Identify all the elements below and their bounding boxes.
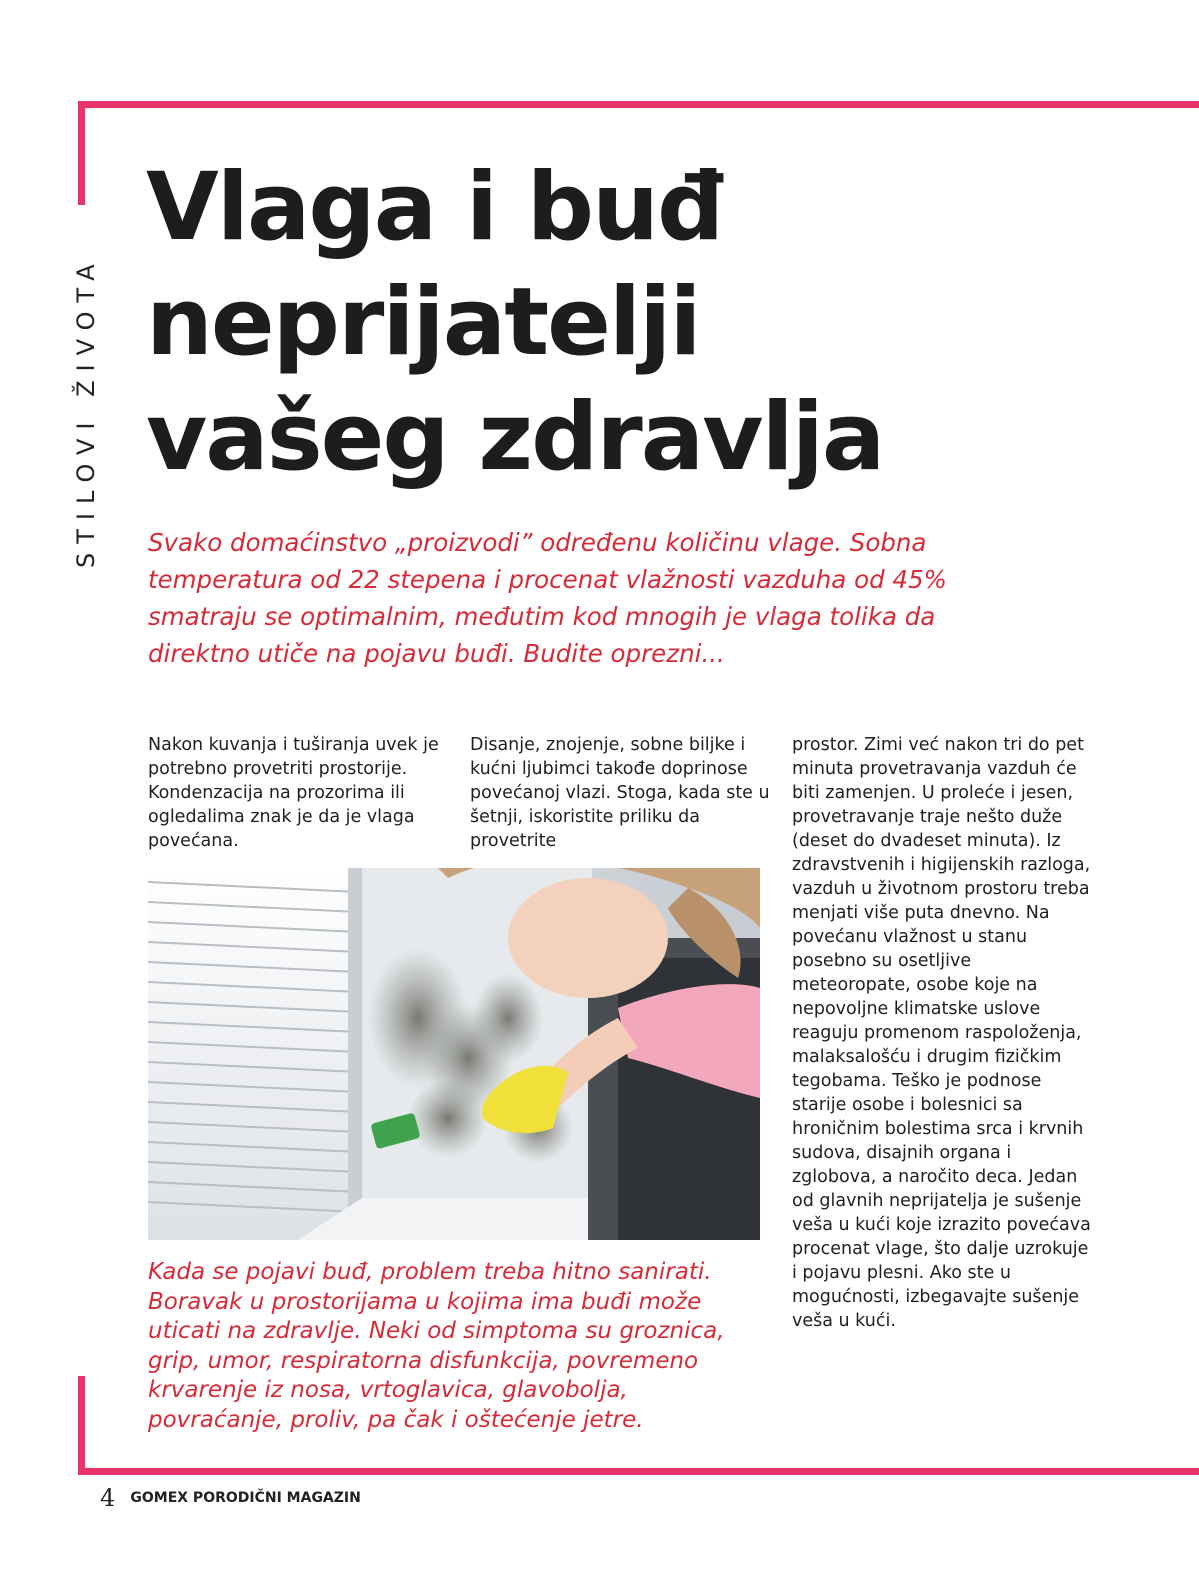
frame-bottom-bar bbox=[78, 1468, 1199, 1475]
frame-left-bar-top bbox=[78, 101, 85, 205]
lead-paragraph: Svako domaćinstvo „proizvodi” određenu količinu vlage. Sobna temperatura od 22 stepena i procenat vlažnosti vazduha od 45% smatraju se optimalnim, međutim kod mnogih je vlaga tolika da direktno utiče na pojavu buđi. Budite oprezni... bbox=[148, 528, 947, 668]
page-number: 4 bbox=[100, 1484, 116, 1512]
title-line-2: neprijatelji bbox=[146, 268, 700, 377]
body-column-2: Disanje, znojenje, sobne biljke i kućni ljubimci takođe doprinose povećanoj vlazi. Stoga, kada ste u šetnji, iskoristite priliku da provetrite bbox=[470, 735, 770, 851]
title-line-1: Vlaga i buđ bbox=[146, 153, 723, 262]
window-blinds bbox=[148, 868, 362, 1240]
title-line-3: vašeg zdravlja bbox=[146, 383, 884, 492]
page-footer bbox=[100, 1484, 361, 1512]
frame-top-bar bbox=[78, 101, 1199, 108]
body-column-1: Nakon kuvanja i tuširanja uvek je potrebno provetriti prostorije. Kondenzacija na prozorima ili ogledalima znak je da je vlaga povećana. bbox=[148, 735, 439, 851]
section-label: STILOVI ŽIVOTA bbox=[72, 255, 100, 568]
article-photo bbox=[148, 868, 760, 1240]
body-column-3: prostor. Zimi već nakon tri do pet minuta provetravanja vazduh će biti zamenjen. U proleće i jesen, provetravanje traje nešto duže (deset do dvadeset minuta). Iz zdravstvenih i higijenskih razloga, vazduh u životnom prostoru treba menjati više puta dnevno. Na povećanu vlažnost u stanu posebno su osetljive meteoropate, osobe koje na nepovoljne klimatske uslove reaguju promenom raspoloženja, malaksalošću i drugim fizičkim tegobama. Teško je podnose starije osobe i bolesnici sa hroničnim bolestima srca i krvnih sudova, disajnih organa i zglobova, a naročito deca. Jedan od glavnih neprijatelja je sušenje veša u kući koje izrazito povećava procenat vlage, što dalje uzrokuje i pojavu plesni. Ako ste u mogućnosti, izbegavajte sušenje veša u kući. bbox=[792, 735, 1091, 1331]
article-title bbox=[146, 150, 1146, 495]
frame-left-bar-bottom bbox=[78, 1376, 85, 1475]
magazine-name: GOMEX PORODIČNI MAGAZIN bbox=[130, 1490, 361, 1506]
pull-quote: Kada se pojavi buđ, problem treba hitno sanirati. Boravak u prostorijama u kojima ima buđi može uticati na zdravlje. Neki od simptoma su groznica, grip, umor, respiratorna disfunkcija, povremeno krvarenje iz nosa, vrtoglavica, glavobolja, povraćanje, proliv, pa čak i oštećenje jetre. bbox=[148, 1259, 725, 1433]
